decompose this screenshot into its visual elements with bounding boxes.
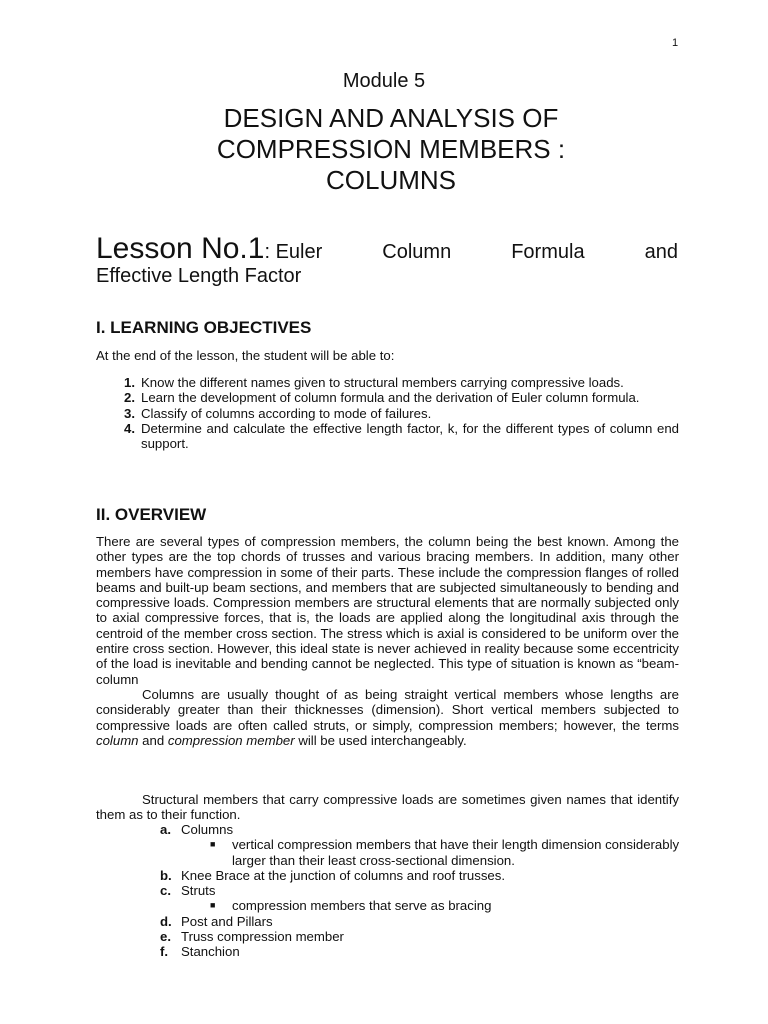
- list-letter: b.: [160, 867, 172, 883]
- lesson-subtitle: Effective Length Factor: [96, 265, 302, 287]
- sub-text: vertical compression members that have their length dimension considerably larger than their least cross-sectional dimension.: [232, 837, 680, 868]
- list-text: Struts: [181, 883, 216, 899]
- document-title: [0, 103, 768, 196]
- emphasis: column: [96, 732, 139, 748]
- module-heading: Module 5: [342, 70, 426, 92]
- sub-list: [210, 898, 680, 913]
- sub-item: [210, 898, 680, 913]
- title-line: COMPRESSION MEMBERS :: [216, 134, 566, 164]
- list-text: Learn the development of column formula and the derivation of Euler column formula.: [141, 390, 640, 406]
- list-item: [160, 944, 680, 959]
- member-names-list: [160, 822, 680, 960]
- paragraph: Structural members that carry compressive loads are sometimes given names that identify them as to their function.: [96, 792, 679, 823]
- list-text: Determine and calculate the effective length factor, k, for the different types of column end support.: [141, 420, 679, 452]
- emphasis: compression member: [167, 732, 295, 748]
- list-letter: a.: [160, 822, 171, 837]
- objectives-list: [96, 375, 679, 451]
- list-text: Know the different names given to structural members carrying compressive loads.: [141, 375, 624, 390]
- list-item: [160, 929, 680, 944]
- list-number: 4.: [124, 420, 135, 436]
- list-letter: f.: [160, 944, 169, 960]
- lesson-word: and: [644, 241, 678, 263]
- lesson-word: Formula: [511, 241, 585, 263]
- list-item: [96, 406, 679, 421]
- list-item: [96, 390, 679, 405]
- list-letter: c.: [160, 883, 171, 899]
- bullet-icon: ■: [210, 900, 216, 911]
- list-item: [96, 421, 679, 452]
- sub-text: compression members that serve as bracing: [232, 898, 492, 914]
- list-item: [160, 822, 680, 837]
- list-item: [160, 883, 680, 898]
- list-item: [96, 375, 679, 390]
- lesson-label: Lesson No.1: [96, 232, 265, 265]
- list-text: Stanchion: [181, 944, 240, 960]
- list-item: [160, 868, 680, 883]
- title-line: COLUMNS: [325, 165, 456, 195]
- paragraph: Columns are usually thought of as being straight vertical members whose lengths are considerably greater than their thicknesses (dimension). Short vertical members subjected to compressive loads are often called struts, or simply, compression members; however, the terms column and compression member will be used interchangeably.: [96, 686, 679, 748]
- list-number: 1.: [124, 375, 135, 390]
- list-text: Truss compression member: [181, 929, 344, 945]
- sub-list: [210, 837, 680, 868]
- list-item: [160, 914, 680, 929]
- lesson-word: Column: [382, 241, 452, 263]
- page-number: 1: [672, 37, 679, 49]
- list-text: Knee Brace at the junction of columns and roof trusses.: [181, 867, 506, 883]
- overview-body: [96, 534, 679, 748]
- title-line: DESIGN AND ANALYSIS OF: [223, 103, 559, 133]
- list-number: 3.: [124, 405, 135, 421]
- paragraph: There are several types of compression members, the column being the best known. Among the other types are the top chords of trusses and various bracing members. In addition, many other members have compression in some of their parts. These include the compression flanges of rolled beams and built-up beam sections, and members that are subjected simultaneously to bending and compressive loads. Compression members are structural elements that are normally subjected only to axial compressive forces, that is, the loads are applied along the longitudinal axis through the centroid of the member cross section. The stress which is axial is considered to be uniform over the entire cross section. However, this ideal state is never achieved in reality because some eccentricity of the load is inevitable and bending cannot be neglected. This type of situation is known as “beam-column: [96, 534, 679, 687]
- section-heading-overview: II. OVERVIEW: [96, 505, 207, 524]
- list-letter: e.: [160, 929, 171, 945]
- list-text: Post and Pillars: [181, 913, 273, 929]
- lesson-heading: [96, 232, 678, 266]
- objectives-intro: At the end of the lesson, the student will be able to:: [96, 348, 395, 363]
- list-text: Columns: [181, 822, 234, 837]
- lesson-word: : Euler: [264, 241, 323, 263]
- sub-item: [210, 837, 680, 868]
- list-letter: d.: [160, 913, 172, 929]
- list-number: 2.: [124, 390, 135, 406]
- bullet-icon: ■: [210, 839, 216, 850]
- section-heading-objectives: I. LEARNING OBJECTIVES: [96, 318, 312, 337]
- list-text: Classify of columns according to mode of failures.: [141, 405, 432, 421]
